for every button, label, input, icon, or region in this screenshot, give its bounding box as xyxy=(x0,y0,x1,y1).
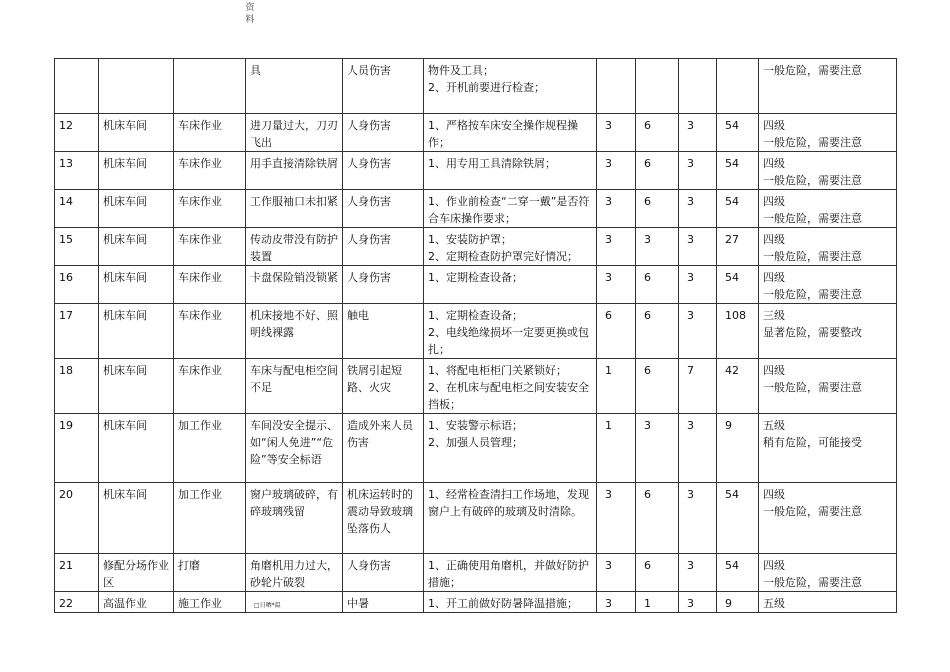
likelihood-l: 1 xyxy=(597,414,636,483)
row-number xyxy=(55,59,99,114)
table-row xyxy=(55,554,897,592)
work-location: 机床车间 xyxy=(99,304,174,359)
measure-item: 1、定期检查设备； xyxy=(428,271,523,284)
table-row xyxy=(55,114,897,152)
likelihood-l: 3 xyxy=(597,483,636,554)
work-activity: 车床作业 xyxy=(174,359,246,414)
consequence-c: 3 xyxy=(679,152,717,190)
work-location: 修配分场作业区 xyxy=(99,554,174,592)
risk-level-grade: 四级 xyxy=(763,119,785,132)
control-measures xyxy=(424,554,597,592)
possible-injury: 人身伤害 xyxy=(343,190,424,228)
consequence-c: 3 xyxy=(679,414,717,483)
table-row xyxy=(55,414,897,483)
row-number: 22 xyxy=(55,592,99,613)
work-location: 机床车间 xyxy=(99,228,174,266)
table-row xyxy=(55,190,897,228)
work-location: 机床车间 xyxy=(99,190,174,228)
risk-level-description: 一般危险，需要注意 xyxy=(763,212,862,225)
exposure-e: 6 xyxy=(636,266,679,304)
likelihood-l: 3 xyxy=(597,114,636,152)
possible-injury: 人身伤害 xyxy=(343,152,424,190)
consequence-c xyxy=(679,59,717,114)
work-activity: 打磨 xyxy=(174,554,246,592)
row-number: 18 xyxy=(55,359,99,414)
risk-level xyxy=(759,483,897,554)
risk-level xyxy=(759,228,897,266)
measure-item: 物件及工具； xyxy=(428,64,494,77)
risk-level-grade: 五级 xyxy=(763,419,785,432)
work-location: 机床车间 xyxy=(99,266,174,304)
consequence-c: 3 xyxy=(679,228,717,266)
work-activity: 车床作业 xyxy=(174,266,246,304)
hazard-factor: 角磨机用力过大，砂轮片破裂 xyxy=(246,554,343,592)
control-measures xyxy=(424,190,597,228)
row-number: 16 xyxy=(55,266,99,304)
work-activity: 加工作业 xyxy=(174,483,246,554)
work-location: 机床车间 xyxy=(99,152,174,190)
risk-level-description: 一般危险，需要注意 xyxy=(763,381,862,394)
hazard-factor: 工作服袖口未扣紧 xyxy=(246,190,343,228)
likelihood-l: 3 xyxy=(597,592,636,613)
row-number: 20 xyxy=(55,483,99,554)
consequence-c: 3 xyxy=(679,266,717,304)
row-number: 17 xyxy=(55,304,99,359)
control-measures xyxy=(424,592,597,613)
work-activity: 车床作业 xyxy=(174,228,246,266)
risk-level xyxy=(759,414,897,483)
risk-level xyxy=(759,592,897,613)
work-location xyxy=(99,59,174,114)
possible-injury: 人身伤害 xyxy=(343,228,424,266)
measure-item: 1、定期检查设备； xyxy=(428,309,523,322)
exposure-e: 6 xyxy=(636,483,679,554)
table-row xyxy=(55,59,897,114)
measure-item: 1、安装防护罩； xyxy=(428,233,512,246)
likelihood-l: 3 xyxy=(597,266,636,304)
risk-level-grade: 四级 xyxy=(763,364,785,377)
risk-score-d: 54 xyxy=(717,483,759,554)
work-activity: 车床作业 xyxy=(174,152,246,190)
measure-item: 2、加强人员管理； xyxy=(428,436,523,449)
consequence-c: 7 xyxy=(679,359,717,414)
risk-level xyxy=(759,266,897,304)
consequence-c: 3 xyxy=(679,114,717,152)
row-number: 12 xyxy=(55,114,99,152)
work-location: 高温作业 xyxy=(99,592,174,613)
measure-item: 2、开机前要进行检查； xyxy=(428,81,545,94)
hazard-factor-text: □日晒*温 xyxy=(254,602,281,609)
hazard-factor: 传动皮带没有防护装置 xyxy=(246,228,343,266)
table-row xyxy=(55,592,897,613)
risk-score-d: 54 xyxy=(717,190,759,228)
likelihood-l: 1 xyxy=(597,359,636,414)
table-row xyxy=(55,152,897,190)
exposure-e: 6 xyxy=(636,114,679,152)
hazard-factor: 具 xyxy=(246,59,343,114)
work-activity: 车床作业 xyxy=(174,114,246,152)
row-number: 19 xyxy=(55,414,99,483)
table-row xyxy=(55,359,897,414)
risk-score-d: 42 xyxy=(717,359,759,414)
table-row xyxy=(55,266,897,304)
risk-table-body xyxy=(55,59,897,613)
work-location: 机床车间 xyxy=(99,359,174,414)
table-row xyxy=(55,483,897,554)
possible-injury: 造成外来人员伤害 xyxy=(343,414,424,483)
risk-level xyxy=(759,304,897,359)
risk-level-description: 一般危险，需要注意 xyxy=(763,174,862,187)
risk-score-d: 9 xyxy=(717,592,759,613)
risk-level xyxy=(759,554,897,592)
possible-injury: 人身伤害 xyxy=(343,554,424,592)
risk-level-grade: 三级 xyxy=(763,309,785,322)
control-measures xyxy=(424,152,597,190)
row-number: 13 xyxy=(55,152,99,190)
hazard-factor: 车床与配电柜空间不足 xyxy=(246,359,343,414)
likelihood-l: 6 xyxy=(597,304,636,359)
exposure-e: 6 xyxy=(636,304,679,359)
possible-injury: 人员伤害 xyxy=(343,59,424,114)
control-measures xyxy=(424,359,597,414)
work-location: 机床车间 xyxy=(99,483,174,554)
likelihood-l: 3 xyxy=(597,554,636,592)
hazard-factor: 车间没安全提示、如“闲人免进”“危险”等安全标语 xyxy=(246,414,343,483)
measure-item: 2、在机床与配电柜之间安装安全挡板； xyxy=(428,381,589,411)
risk-level xyxy=(759,114,897,152)
measure-item: 1、正确使用角磨机，并做好防护措施； xyxy=(428,559,589,589)
work-activity xyxy=(174,59,246,114)
possible-injury: 触电 xyxy=(343,304,424,359)
possible-injury: 人身伤害 xyxy=(343,114,424,152)
risk-level-description: 一般危险，需要注意 xyxy=(763,505,862,518)
consequence-c: 3 xyxy=(679,304,717,359)
hazard-factor: 进刀量过大，刀刃飞出 xyxy=(246,114,343,152)
consequence-c: 3 xyxy=(679,554,717,592)
work-location: 机床车间 xyxy=(99,114,174,152)
control-measures xyxy=(424,483,597,554)
exposure-e: 6 xyxy=(636,359,679,414)
exposure-e: 6 xyxy=(636,190,679,228)
control-measures xyxy=(424,228,597,266)
likelihood-l: 3 xyxy=(597,152,636,190)
table-row xyxy=(55,304,897,359)
measure-item: 1、安装警示标语； xyxy=(428,419,523,432)
possible-injury: 中暑 xyxy=(343,592,424,613)
likelihood-l: 3 xyxy=(597,228,636,266)
consequence-c: 3 xyxy=(679,190,717,228)
risk-level-grade: 四级 xyxy=(763,271,785,284)
exposure-e: 1 xyxy=(636,592,679,613)
likelihood-l: 3 xyxy=(597,190,636,228)
risk-level-grade: 四级 xyxy=(763,488,785,501)
risk-score-d: 9 xyxy=(717,414,759,483)
risk-level-description: 一般危险，需要注意 xyxy=(763,250,862,263)
row-number: 15 xyxy=(55,228,99,266)
work-activity: 施工作业 xyxy=(174,592,246,613)
measure-item: 2、电线绝缘损坏一定要更换或包扎； xyxy=(428,326,589,356)
risk-level xyxy=(759,152,897,190)
risk-level xyxy=(759,359,897,414)
measure-item: 1、将配电柜柜门关紧锁好； xyxy=(428,364,567,377)
possible-injury: 铁屑引起短路、火灾 xyxy=(343,359,424,414)
risk-level-grade: 四级 xyxy=(763,157,785,170)
control-measures xyxy=(424,59,597,114)
risk-level xyxy=(759,59,897,114)
risk-table xyxy=(54,58,897,613)
risk-level-description: 一般危险，需要注意 xyxy=(763,136,862,149)
table-row xyxy=(55,228,897,266)
control-measures xyxy=(424,304,597,359)
risk-score-d: 54 xyxy=(717,114,759,152)
control-measures xyxy=(424,266,597,304)
likelihood-l xyxy=(597,59,636,114)
measure-item: 2、定期检查防护罩完好情况； xyxy=(428,250,578,263)
work-activity: 车床作业 xyxy=(174,190,246,228)
work-location: 机床车间 xyxy=(99,414,174,483)
risk-level-description: 一般危险，需要注意 xyxy=(763,64,862,77)
measure-item: 1、开工前做好防暑降温措施； xyxy=(428,597,578,610)
hazard-factor: 卡盘保险销没锁紧 xyxy=(246,266,343,304)
control-measures xyxy=(424,114,597,152)
hazard-factor: 机床接地不好、照明线裸露 xyxy=(246,304,343,359)
risk-score-d: 108 xyxy=(717,304,759,359)
hazard-factor: 用手直接清除铁屑 xyxy=(246,152,343,190)
work-activity: 车床作业 xyxy=(174,304,246,359)
risk-level-description: 一般危险，需要注意 xyxy=(763,576,862,589)
risk-level-grade: 四级 xyxy=(763,195,785,208)
risk-score-d: 27 xyxy=(717,228,759,266)
measure-item: 1、作业前检查“二穿一戴”是否符合车床操作要求； xyxy=(428,195,590,225)
risk-level-description: 稍有危险，可能接受 xyxy=(763,436,862,449)
consequence-c: 3 xyxy=(679,592,717,613)
consequence-c: 3 xyxy=(679,483,717,554)
risk-score-d: 54 xyxy=(717,152,759,190)
exposure-e: 6 xyxy=(636,152,679,190)
risk-score-d: 54 xyxy=(717,266,759,304)
exposure-e: 3 xyxy=(636,414,679,483)
exposure-e xyxy=(636,59,679,114)
hazard-factor: 窗户玻璃破碎，有碎玻璃残留 xyxy=(246,483,343,554)
risk-level-description: 一般危险，需要注意 xyxy=(763,288,862,301)
exposure-e: 3 xyxy=(636,228,679,266)
exposure-e: 6 xyxy=(636,554,679,592)
risk-level-grade: 四级 xyxy=(763,559,785,572)
risk-level-grade: 四级 xyxy=(763,233,785,246)
risk-score-d: 54 xyxy=(717,554,759,592)
work-activity: 加工作业 xyxy=(174,414,246,483)
risk-score-d xyxy=(717,59,759,114)
measure-item: 1、用专用工具清除铁屑； xyxy=(428,157,556,170)
control-measures xyxy=(424,414,597,483)
measure-item: 1、严格按车床安全操作规程操作； xyxy=(428,119,578,149)
measure-item: 1、经常检查清扫工作场地，发现窗户上有破碎的玻璃及时清除。 xyxy=(428,488,589,518)
risk-level-grade: 五级 xyxy=(763,597,785,610)
page-header: 资料 xyxy=(245,3,255,25)
hazard-factor xyxy=(246,592,343,613)
row-number: 21 xyxy=(55,554,99,592)
row-number: 14 xyxy=(55,190,99,228)
possible-injury: 机床运转时的震动导致玻璃坠落伤人 xyxy=(343,483,424,554)
possible-injury: 人身伤害 xyxy=(343,266,424,304)
risk-level xyxy=(759,190,897,228)
risk-level-description: 显著危险，需要整改 xyxy=(763,326,862,339)
